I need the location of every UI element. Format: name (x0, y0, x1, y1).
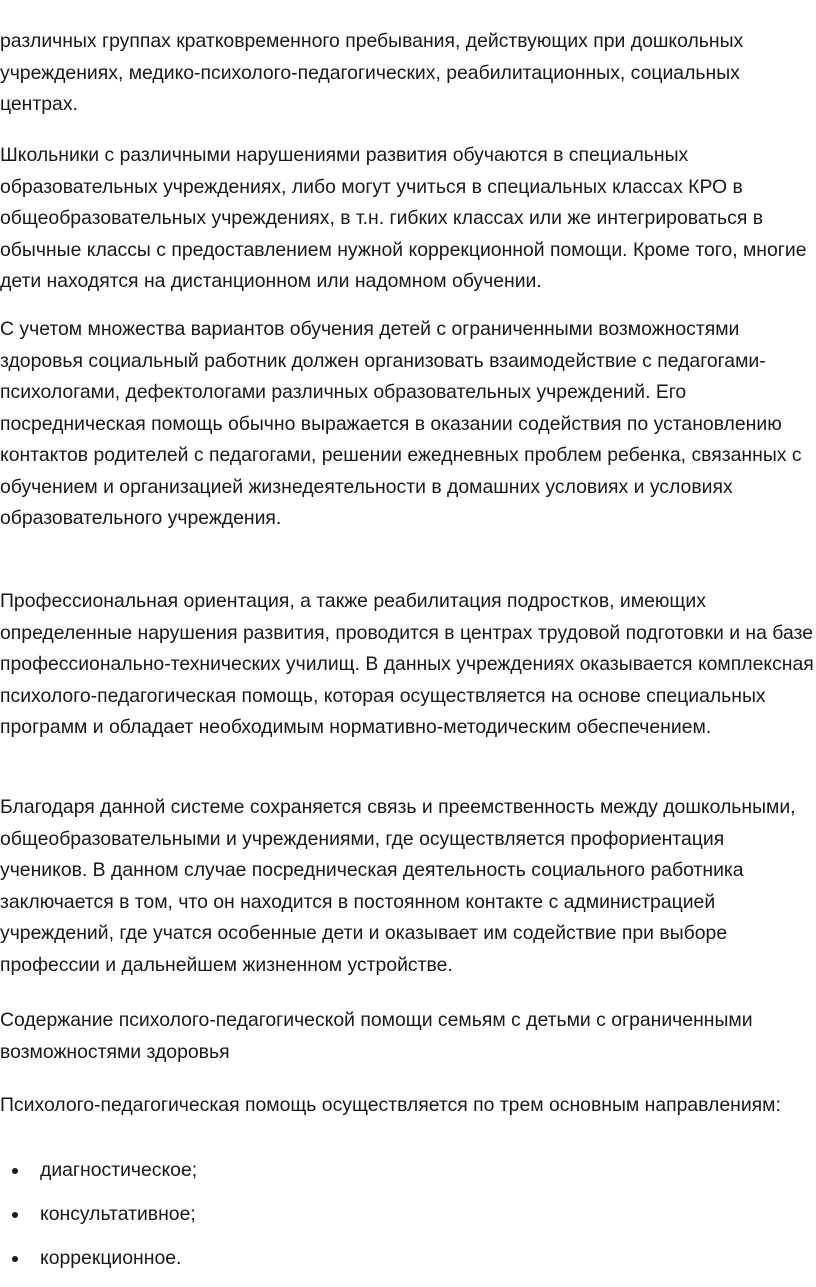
paragraph-4: Профессиональная ориентация, а также реабилитация подростков, имеющих определенные нарушения развития, проводится в центрах трудовой подготовки и на базе профессионально-технических училищ. В данных учреждениях оказывается комплексная психолого-педагогическая помощь, которая осуществляется на основе специальных программ и обладает необходимым нормативно-методическим обеспечением. (0, 590, 814, 738)
bullet-icon (12, 1256, 18, 1262)
list-item (0, 1243, 816, 1287)
list-item-text: диагностическое; (40, 1159, 198, 1181)
paragraph-3: С учетом множества вариантов обучения детей с ограниченными возможностями здоровья социальный работник должен организовать взаимодействие с педагогами-психологами, дефектологами различных образовательных учреждений. Его посредническая помощь обычно выражается в оказании содействия по установлению контактов родителей с педагогами, решении ежедневных проблем ребенка, связанных с обучением и организацией жизнедеятельности в домашних условиях и условиях образовательного учреждения. (0, 318, 802, 529)
bullet-icon (12, 1168, 18, 1174)
paragraph-5: Благодаря данной системе сохраняется связь и преемственность между дошкольными, общеобразовательными и учреждениями, где осуществляется профориентация учеников. В данном случае посредническая деятельность социального работника заключается в том, что он находится в постоянном контакте с администрацией учреждений, где учатся особенные дети и оказывает им содействие при выборе профессии и дальнейшем жизненном устройстве. (0, 796, 796, 976)
intro-paragraph: Психолого-педагогическая помощь осуществляется по трем основным направлениям: (0, 1094, 781, 1116)
section-heading: Содержание психолого-педагогической помощи семьям с детьми с ограниченными возможностями здоровья (0, 1009, 753, 1063)
bullet-icon (12, 1212, 18, 1218)
list-item-text: консультативное; (40, 1203, 196, 1225)
paragraph-2: Школьники с различными нарушениями развития обучаются в специальных образовательных учреждениях, либо могут учиться в специальных классах КРО в общеобразовательных учреждениях, в т.н. гибких классах или же интегрироваться в обычные классы с предоставлением нужной коррекционной помощи. Кроме того, многие дети находятся на дистанционном или надомном обучении. (0, 144, 807, 292)
list-item-text: коррекционное. (40, 1247, 182, 1269)
paragraph-1: различных группах кратковременного пребывания, действующих при дошкольных учреждениях, медико-психолого-педагогических, реабилитационных, социальных центрах. (0, 30, 744, 115)
list-item (0, 1155, 816, 1199)
directions-list (0, 1155, 816, 1287)
list-item (0, 1199, 816, 1243)
